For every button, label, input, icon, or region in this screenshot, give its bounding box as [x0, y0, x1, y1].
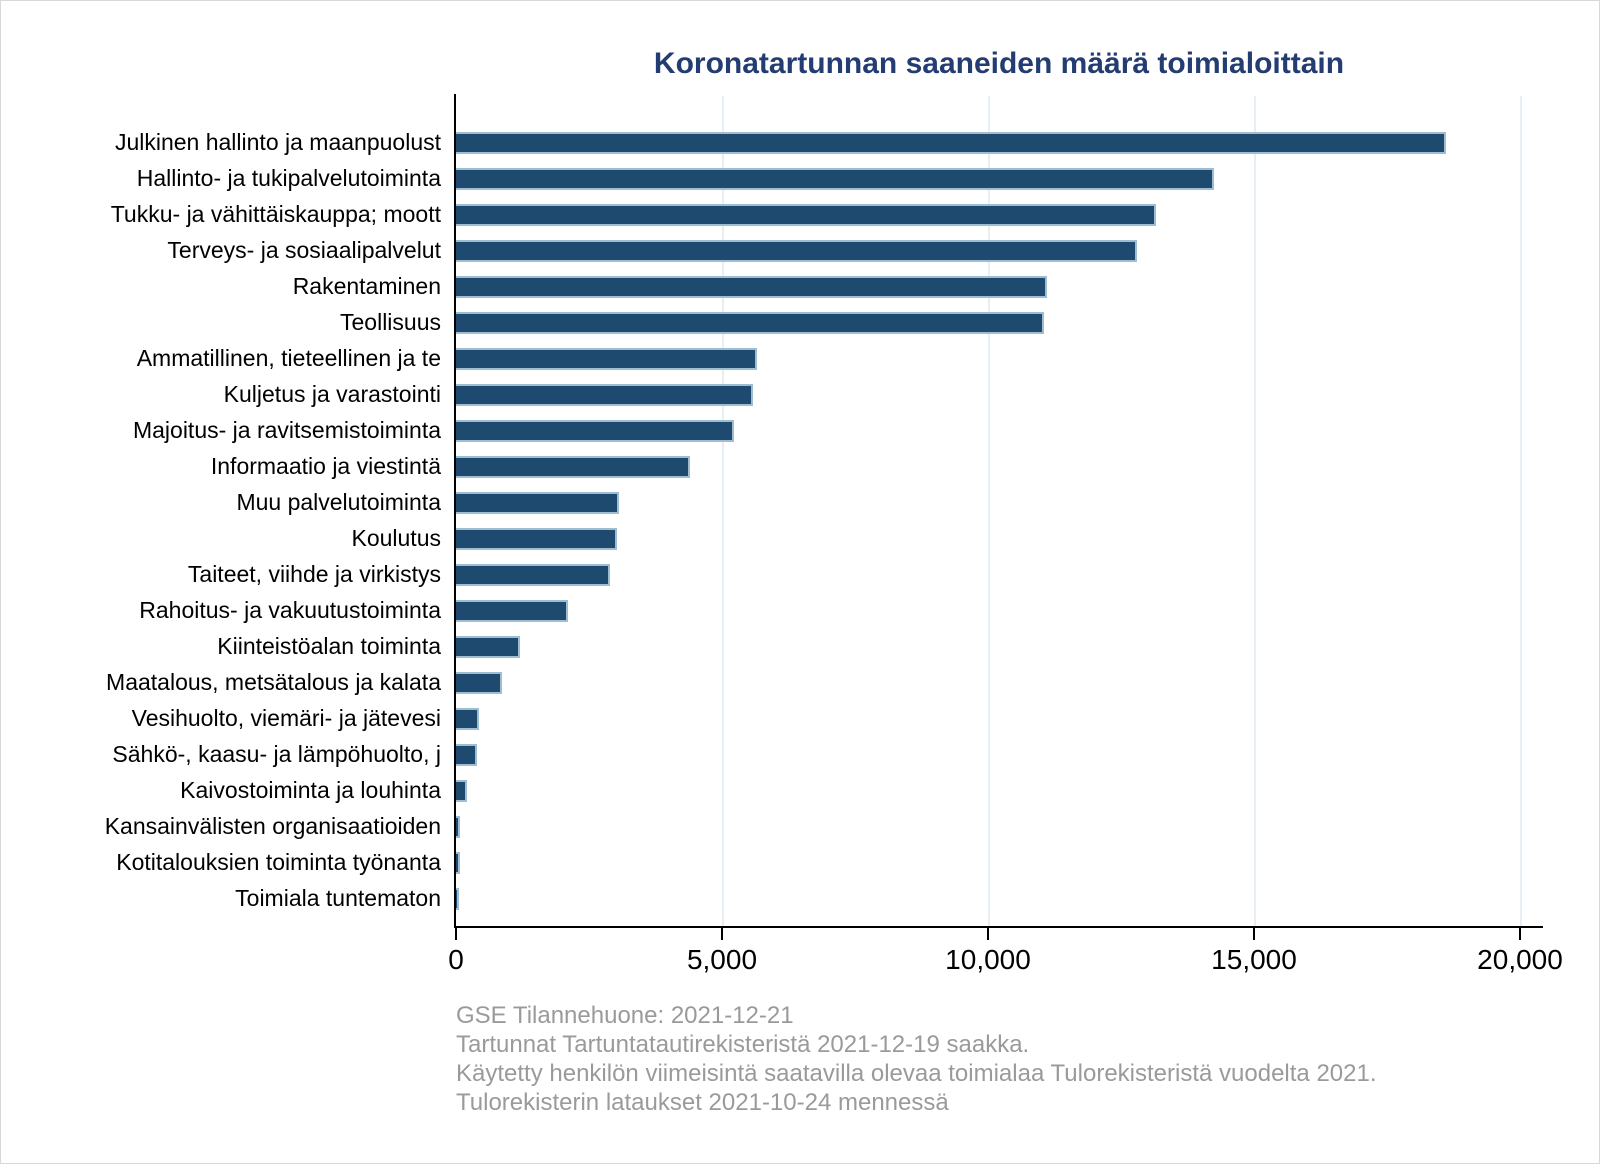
- category-label: Taiteet, viihde ja virkistys: [187, 561, 441, 587]
- category-label: Kaivostoiminta ja louhinta: [180, 777, 441, 803]
- bar-1: [456, 132, 1446, 154]
- bar-20: [456, 816, 460, 838]
- category-label: Rakentaminen: [292, 273, 441, 299]
- category-label: Julkinen hallinto ja maanpuolust: [114, 129, 441, 155]
- bar-5: [456, 276, 1047, 298]
- bar-4: [456, 240, 1137, 262]
- x-axis-tick-0: [455, 928, 457, 940]
- bar-19: [456, 780, 467, 802]
- bar-15: [456, 636, 520, 658]
- category-label: Muu palvelutoiminta: [236, 489, 441, 515]
- x-axis-tick-15000: [1253, 928, 1255, 940]
- x-axis-tick-label: 10,000: [945, 944, 1031, 975]
- bar-16: [456, 672, 502, 694]
- bar-14: [456, 600, 568, 622]
- x-axis-tick-20000: [1519, 928, 1521, 940]
- note-line: Tulorekisterin lataukset 2021-10-24 mennessä: [456, 1089, 949, 1116]
- x-axis-tick-label: 5,000: [686, 944, 758, 975]
- category-label: Vesihuolto, viemäri- ja jätevesi: [131, 705, 441, 731]
- bar-18: [456, 744, 477, 766]
- gridline-x-20000: [1520, 96, 1522, 926]
- category-label: Toimiala tuntematon: [235, 885, 441, 911]
- bar-2: [456, 168, 1214, 190]
- bar-9: [456, 420, 734, 442]
- note-line: Tartunnat Tartuntatautirekisteristä 2021-12-19 saakka.: [456, 1031, 1030, 1058]
- bar-6: [456, 312, 1044, 334]
- source-notes: [456, 1001, 1377, 1117]
- category-label: Informaatio ja viestintä: [210, 453, 441, 479]
- bar-21: [456, 852, 460, 874]
- category-label: Teollisuus: [340, 309, 441, 335]
- x-axis-line: [454, 926, 1543, 928]
- category-label: Tukku- ja vähittäiskauppa; moott: [110, 201, 441, 227]
- chart-title: Koronatartunnan saaneiden määrä toimialoittain: [653, 47, 1345, 80]
- category-label: Kansainvälisten organisaatioiden: [104, 813, 441, 839]
- gridline-x-15000: [1254, 96, 1256, 926]
- x-axis-tick-label: 15,000: [1211, 944, 1297, 975]
- x-axis-tick-10000: [987, 928, 989, 940]
- bar-12: [456, 528, 617, 550]
- category-label: Maatalous, metsätalous ja kalata: [106, 669, 441, 695]
- bar-8: [456, 384, 753, 406]
- category-label: Kuljetus ja varastointi: [223, 381, 441, 407]
- bar-3: [456, 204, 1156, 226]
- bar-7: [456, 348, 757, 370]
- bar-22: [456, 888, 459, 910]
- category-label: Hallinto- ja tukipalvelutoiminta: [136, 165, 441, 191]
- x-axis-tick-label: 0: [448, 944, 464, 975]
- category-label: Majoitus- ja ravitsemistoiminta: [132, 417, 441, 443]
- category-label: Sähkö-, kaasu- ja lämpöhuolto, j: [112, 741, 441, 767]
- category-label: Rahoitus- ja vakuutustoiminta: [139, 597, 441, 623]
- category-label: Kotitalouksien toiminta työnanta: [116, 849, 441, 875]
- note-line: Käytetty henkilön viimeisintä saatavilla olevaa toimialaa Tulorekisteristä vuodelta 2021.: [456, 1060, 1377, 1087]
- category-label: Ammatillinen, tieteellinen ja te: [136, 345, 441, 371]
- category-label: Kiinteistöalan toiminta: [217, 633, 441, 659]
- bar-10: [456, 456, 690, 478]
- x-axis-tick-label: 20,000: [1477, 944, 1563, 975]
- bar-17: [456, 708, 479, 730]
- bar-11: [456, 492, 619, 514]
- note-line: GSE Tilannehuone: 2021-12-21: [456, 1002, 794, 1029]
- category-label: Koulutus: [351, 525, 441, 551]
- category-label: Terveys- ja sosiaalipalvelut: [167, 237, 441, 263]
- x-axis-tick-5000: [721, 928, 723, 940]
- bar-13: [456, 564, 610, 586]
